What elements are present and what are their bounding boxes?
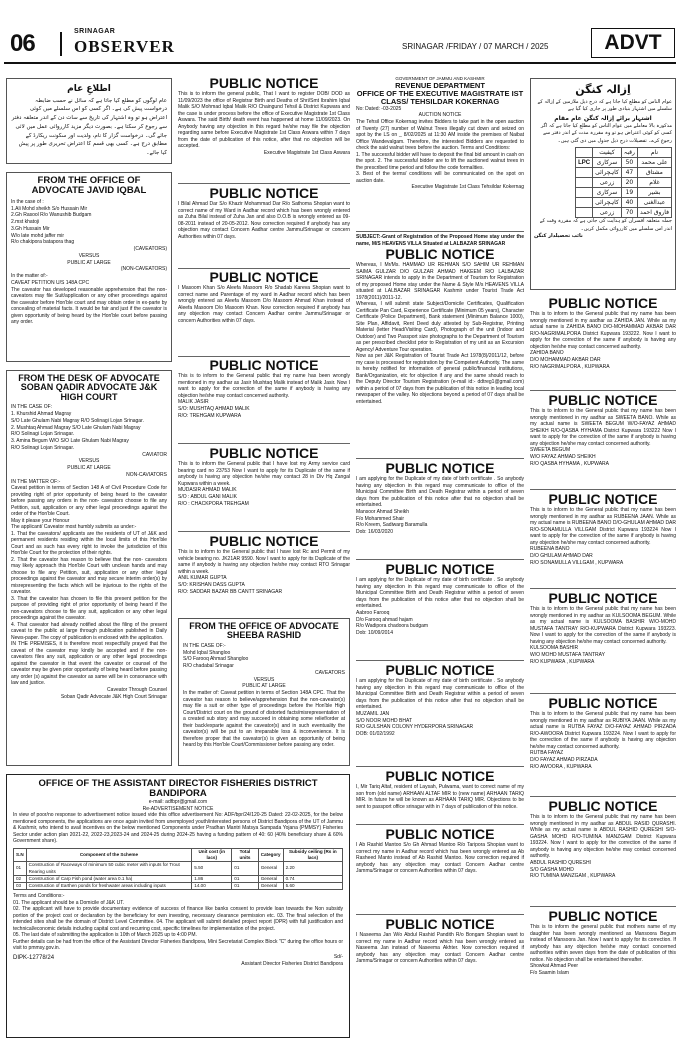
table-row: [576, 208, 672, 218]
signature: KULSOOMA BASHIR: [530, 645, 579, 652]
fisheries-signature: Assistant Director Fisheries District Bandipora: [241, 960, 343, 967]
urdu-body: مذکورہ بالا معاملے میں عوام الناس کو مطلع کیا جاتا ہے کہ اگر کسی کو کوئی اعتراض ہو تو وہ مقررہ مدت کے اندر دفتر سے رجوع کرے۔ تفصیلات درج ذیل جدول میں دی گئی ہیں۔: [540, 122, 672, 144]
signature: Executive Magistrate 1st Class Aswara: [263, 149, 350, 156]
brand-logo: OBSERVER: [74, 37, 175, 56]
signature: Executive Magistrate 1st Class Tehsildar Kokernag: [411, 184, 524, 191]
table-header: S.N: [14, 848, 27, 861]
divider: [530, 693, 676, 694]
urdu-notice-body: عام لوگوں کو مطلع کیا جاتا ہے کہ سائل نے حسب ضابطہ درخواست پیش کی ہے۔ اگر کسی کو اس سلسلے میں کوئی اعتراض ہو تو وہ اشتہار کی تاریخ سے سات دن کے اندر متعلقہ دفتر سے رجوع کر سکتا ہے۔ بصورت دیگر مزید کارروائی عمل میں لائی جائے گی۔ درخواست گزار کا نام، ولدیت اور سکونت ریکارڈ کے مطابق درج ہے۔ کسی بھی قسم کا اعتراض تحریری طور پر پیش کیا جائے۔: [11, 97, 167, 157]
matter-label: IN THE MATTER OF:-: [11, 478, 61, 485]
party-line: 1.Ali Mohd sheikh S/o Hussain Mir: [11, 205, 88, 212]
signature: MUZAMIL JAN: [356, 710, 390, 717]
signature: R/O KUPWARA , KUPWARA: [530, 658, 595, 665]
advocate-sheeba-body: In the matter of: Caveat petition in terms of Section 148A CPC. That the caveator has reason to believe/apprehension that the non-caveator(s) may file a suit or other type of proceedings before the Hon'ble High Court/District court on the ground of distorted facts/misrepresentation of a created sub story and may succeed in obtaining some relief/order at their back/exparte against the caveator(s) and in such eventuality the caveator(s) will be put to an irreparable loss & inconvenience. It is therefore proper that the caveator(s) is given an opportunity of being heard by this Hon'ble Court/Commissioner before passing any order.: [183, 690, 345, 749]
signature: S/O : ABDUL GANI MALIK: [178, 494, 237, 501]
public-notice-title: PUBLIC NOTICE: [385, 246, 495, 262]
table-header: کیفیت: [593, 148, 622, 158]
table-cell: General: [258, 882, 283, 889]
public-notice: [530, 696, 676, 794]
office-label: OFFICE OF THE EXECUTIVE MAGISTRATE IST CLASS/ TEHSILDAR KOKERNAG: [356, 88, 524, 106]
public-notice: [356, 663, 524, 763]
divider: [356, 231, 524, 232]
auction-term: 3. Best of the terms/ conditions will be communicated on the spot on auction date.: [356, 171, 524, 184]
signature: ANIL KUMAR GUPTA: [178, 575, 227, 582]
table-row: [576, 198, 672, 208]
table-row: [576, 178, 672, 188]
versus-label: VERSUS: [78, 252, 100, 259]
table-row: [576, 158, 672, 168]
advocate-soban-para: 2. That the caveator has reason to believe that the non- caveators may likely approach this Hon'ble Court with unclean hands and may choose to file any Petition, suit, application or any other legal proceedings against the caveator and may secure interim order(s) by misrepresenting the facts which will be injurious to the rights of the caveator.: [11, 556, 167, 596]
table-cell: سرکاری: [593, 158, 622, 168]
signature: R/O : CHACKPORA TREHGAM: [178, 500, 249, 507]
advocate-soban-para: Caveat petition in terms of Section 148 A of Civil Procedure Code for providing right of prior opportunity of being heard to the caveator before passing any orders in the non- caveators choose to file any Petition, suit, application or any other legal proceedings against the order of the Hon'ble Court.: [11, 485, 167, 518]
table-cell: 02: [14, 875, 27, 882]
public-notice-title: PUBLIC NOTICE: [548, 696, 658, 711]
divider: [530, 906, 676, 907]
public-notice: [530, 492, 676, 586]
table-cell: زرعی: [593, 178, 622, 188]
divider: [356, 766, 524, 767]
signature: S/O GASHA MOHD: [530, 866, 574, 873]
auction-label: AUCTION NOTICE: [418, 112, 462, 119]
table-cell: 03: [14, 882, 27, 889]
fisheries-title: OFFICE OF THE ASSISTANT DIRECTOR FISHERIES DISTRICT BANDIPORA: [38, 778, 318, 799]
public-label: PUBLIC AT LARGE: [67, 465, 111, 472]
advocate-javid-title: FROM THE OFFICE OF ADVOCATE JAVID IQBAL: [31, 175, 147, 196]
section-label: ADVT: [591, 28, 675, 58]
table-header: Total units: [232, 848, 258, 861]
caveator-label: CAVIATOR: [142, 451, 167, 458]
party-line: 2.Gh Rasool R/o Wanushib Budgam: [11, 212, 92, 219]
table-cell: 5.60: [283, 882, 342, 889]
table-cell: 50: [621, 158, 637, 168]
signature: F/o Mohammed Shair: [356, 515, 405, 522]
table-cell: General: [258, 875, 283, 882]
public-notice: [178, 76, 350, 182]
party-line: W/o late mohd jaffer mir: [11, 232, 64, 239]
public-notice-body: I am applying for the Duplicate of my date of birth certificate . So anybody having any objection in this regard may communicate to office of the Municipal Committee Birth and Death Registrar within a period of seven days from the publication of this notice after that no objection shall be entertained.: [356, 577, 524, 610]
advocate-soban-para: 1. That the caveators/ applicants are the residents of UT of J&K and permanent residents residing within the local limits of this Hon'ble Court and as such has every right to invoke the jurisdiction of this Hon'ble Court for the protection of their rights.: [11, 530, 167, 557]
advocate-soban-notice: [6, 370, 172, 766]
advocate-javid-notice: [6, 172, 172, 362]
terms-heading: Terms and Conditions:-: [13, 893, 65, 900]
signature: R/O AWOORA , KUPWARA: [530, 763, 592, 770]
public-notice: [356, 562, 524, 658]
table-cell: 40: [621, 198, 637, 208]
fisheries-table: [13, 848, 343, 890]
public-notice-body: This is to inform the General public that I have lost my Army service card bearing card no 23753 Now I want to apply for its Duplicate of the same if anybody is having any objection he/she may contact 28 in Div Hq Zangal Kupwara within a week.: [178, 461, 350, 487]
divider: [530, 796, 676, 797]
party-line: S/O Farooq Ahmad Shangloo: [183, 656, 249, 663]
case-label: IN THE CASE OF:: [11, 404, 53, 411]
advocate-soban-para: 4. That caveator had already notified about the filing of the present caveat to the public at large through publication published in Daily News-paper. The copy of publication is enclosed with the application.: [11, 621, 167, 641]
signature: Dob: 10/09/2014: [356, 630, 393, 637]
public-notice: [178, 358, 350, 442]
urdu-subtitle: اشتہار برائے اِزالہ کنگن عام مقام: [554, 114, 652, 122]
sd-mark: Sd/-: [333, 953, 343, 960]
signature: D/O FAYAZ AHMAD PIRZADA: [530, 757, 598, 764]
urdu-notice: [6, 78, 172, 164]
brand-city: SRINAGAR: [74, 28, 116, 35]
public-notice-body: This is to inform to the General public that my name has been wrongly mentioned in my aadhar as ABDUL RASID QURASHI. While as my actual name is ABDUL RASHID QURESHI S/O-GASHA MOHD R/O-TUMINA MANZGAM District Kupwara 193224. Now I want to apply for the correction of the same if anybody is having any objection he/she may contact concerned authority.: [530, 814, 676, 860]
public-notice-title: PUBLIC NOTICE: [209, 270, 319, 285]
homestay-para: Now as per J&K Registration of Tourist Trade Act 1978(8)/2011/12, before my case is processed for registration by the Competent Authority. The same is hereby notified for information of general public/financial institutions, Bank/Organization, etc for objection if any and the same should reach to the Deputy Director Tourism Registration (e-mail id:- ddtreg1@gmail.com) within a period of 07 days from the publication of this notice in leading local newspaper of the valley. No objections beyond a period of 07 days shall be entertained.: [356, 353, 524, 405]
public-notice: [530, 296, 676, 388]
table-cell: غلام: [637, 178, 671, 188]
table-cell: بشیر: [637, 188, 671, 198]
caveators-label: (CAVEATORS): [133, 246, 167, 253]
public-notice-body: This is to inform to the General public that my name has been wrongly mentioned in my aadhar as KULSOOMA BEGUM. While as my actual name is KULSOOMA BASHIR W/O-MOHD MUSTAFA TANTRAY R/O-KUPWARA District Kupwara 193223. Now I want to apply for the correction of the same if anybody is having any objection he/she may contact concerned authority.: [530, 606, 676, 645]
public-notice-body: This is to inform the general public, That I want to register DOB/ DOD as 11/09/2023 the office of Registrar Birth and Deaths of Shri/Smt Ibrahim Iqbal Malik S/O Mohmad Iqbal Malik R/O Chaingund Tehsil & District Kupwara and the case is under process before the office of Executive Magistrate 1st Class Aswara. The said Birth/ death event has happened at home 11/09/2023. On Anybody having any objection in this regard he/she may file the objection regarding same before Executive Magistrate 1st Class Aswara within 7 days from the date of publication of this notice, after that no objection will be accepted.: [178, 91, 350, 150]
non-caveators-label: (NON-CAVEATORS): [120, 266, 167, 273]
versus-label: VERSUS: [253, 676, 275, 683]
non-caveators-label: NON-CAVIATORS: [126, 471, 167, 478]
table-cell: فاروق احمد: [637, 208, 671, 218]
public-notice: [530, 591, 676, 691]
advocate-sheeba-notice: [178, 618, 350, 766]
table-cell: 20: [621, 178, 637, 188]
petition-label: CAVEAT PETITION U/S 148A CPC: [11, 279, 90, 286]
party-line: R/O chadabal Srinagar: [183, 663, 234, 670]
table-row: [14, 882, 343, 889]
header-rule: [4, 62, 676, 64]
public-notice: [178, 446, 350, 530]
auction-body: The Tehsil Office Kokernag invites Bidders to take part in the open auction of Twenty (27) number of Walnut Trees illegally cut down and seized on spot by the LS on _ 8/02/2025 at 11:30 AM inside the premises of Naibat Office Wandevalgam. Therefore, the interested Bidders are requested to check the said walnut trees before the auction. Terms and Conditions:: [356, 119, 524, 152]
party-line: 2.mst khatoji: [11, 219, 40, 226]
table-cell: Construction of Earthen ponds for freshwater areas including inputs: [26, 882, 192, 889]
divider: [356, 660, 524, 661]
signature: DOB: 01/02/1992: [356, 731, 395, 738]
signoff: Caveator Through Counsel: [107, 686, 167, 693]
public-notice-body: This is to inform to the General public that my name has been wrongly mentioned in my aadhar as Jasir Mushtaq Malik instead of Malik Jasir. Now I want to apply for the correction of the same if anybody is having any objection he/she may contact concerned authority.: [178, 373, 350, 399]
signature: R/o Wadipora chadoora budgam: [356, 623, 429, 630]
public-notice-body: I Bilal Ahmad Dar S/o Khazir Mohammad Dar R/o Sathoma Shopian want to correct name of my Ward in Aadhar record which has been wrongly entered as Zuha Bilal instead of Zuha Jan and also D.O.B is wrongly entered as 09-08-2011 instead of 20-05-2012. Now correction required if anybody has any objection may contact Concern Aadhar centre Jammu/Srinagar or concern Authorities within 07 days.: [178, 201, 350, 240]
public-notice: [356, 769, 524, 821]
table-cell: 14.00: [192, 882, 232, 889]
public-notice: [530, 393, 676, 487]
advocate-soban-title: FROM THE DESK OF ADVOCATE SOBAN QADIR ADVOCATE J&K HIGH COURT: [18, 373, 160, 402]
table-cell: 01: [14, 862, 27, 875]
public-notice-title: PUBLIC NOTICE: [548, 393, 658, 408]
signature: ZAHIDA BANO: [530, 350, 564, 357]
public-notice-body: This is to inform to the General public that my name has been wrongly mentioned in my aadhar as RUBEENA JAAN. While as my actual name is RUBEENA BANO D/O-GHULAM AHMAD DAR R/O-SONAMULLA VILLGAM District Kupwara 193224 Now I want to apply for the correction of the same if anybody is having any objection he/she may contact concerned authority.: [530, 507, 676, 546]
fisheries-body: In view of poor/no response to advertisement notice issued vide this office advertisement No: ADF/bpr/24/120-25 Dated: 22-02-2025, for the below mentioned components, the applications are once again invited from unemployed youth/interested persons of District Bandipora of the UT of Jammu & Kashmir, who intend to avail incentives on the below mentioned Components under Pradhan Mantri Matsya Sampada Yojana (PMMSY) Fisheries Sector under action plan 2021-22, 2022-23,2023-24 and 2024-25 during 2024-25 having a funding pattern of 40: 60 (40% beneficiary share & 60% Government share).: [13, 812, 343, 845]
party-line: R/o chakipora batapora thag: [11, 239, 75, 246]
party-line: 3.Gh Hussain Mir: [11, 225, 50, 232]
table-cell: 47: [621, 168, 637, 178]
dateline: SRINAGAR /FRIDAY / 07 MARCH / 2025: [402, 42, 549, 51]
case-label: IN THE CASE OF:-: [183, 642, 226, 649]
revenue-auction-notice: [356, 76, 524, 228]
public-notice-body: I Masoom Khan S/o Aleefa Masoom R/o Shadab Kareva Shopian want to correct name and Parentage of my ward in Aadhar record which has been wrongly entered as Aleefa Masoom D/o Masoom Ahmad Khan instead of Aleefa Masoom D/o Masoom Khan. Now correction required if anybody has any objection may contact Concern Aadhar centre Jammu/Srinagar or concern Authorities within 07 days.: [178, 285, 350, 324]
table-cell: علی محمد: [637, 158, 671, 168]
public-notice-title: PUBLIC NOTICE: [548, 296, 658, 311]
signature: S/O NOOR MOHD BHAT: [356, 717, 413, 724]
public-notice-title: PUBLIC NOTICE: [209, 76, 319, 91]
signature: SWEETA BEGUM: [530, 447, 571, 454]
table-cell: 70: [621, 208, 637, 218]
urdu-intro: عوام الناس کو مطلع کیا جاتا ہے کہ درج ذیل ملازمین کے اِزالہ کے سلسلے میں اشتہار بنیادی طور پر جاری کیا گیا ہے: [537, 98, 672, 112]
signature: R/O SONAMULLA VILLGAM , KUPWARA: [530, 559, 624, 566]
public-notice-body: I am applying for the Duplicate of my date of birth certificate . So anybody having any objection in this regard may communicate to office of the Municipal Committee Birth and Death Registrar within a period of seven days from the publication of this notice after that no objection shall be entertained.: [356, 476, 524, 509]
advocate-sheeba-title: FROM THE OFFICE OF ADVOCATE SHEEBA RASHID: [189, 621, 339, 641]
table-cell: Construction of Raceways of minimum 50 cubic meter with inputs for Trout Rearing units: [26, 862, 192, 875]
dipk-reference: DIPK-12778/24: [13, 954, 55, 961]
urdu-footer: جملہ متعلقہ افسران کو ہدایت کی جاتی ہے کہ مقررہ وقت کے اندر اس سلسلے میں کارروائی مکمل کریں۔: [539, 218, 672, 232]
terms-item: 02. The applicant will have to provide documentary evidence of success of finance like banks consent to provide loan towards the Non subsidy portion of the project cost or declaration by the beneficiary for own investing, necessary clearance permission etc. 03. The final selection of the intended sites shall be the domain of District Level Committee. 04. The applicant will submit detailed project report (DPR) with full justification and technical/economic details including capital cost and recurring cost, specific timelines for implementation of the project.: [13, 906, 343, 932]
public-notice-title: PUBLIC NOTICE: [385, 461, 495, 476]
terms-item: 05. The last date of submitting the application is 10th of March 2025 up to 4:00 PM.: [13, 932, 197, 939]
advocate-soban-para: The applicant/ Caveator most humbly submits as under:-: [11, 524, 137, 531]
table-row: [14, 875, 343, 882]
table-header: Category: [258, 848, 283, 861]
signature: R/O GULSHAN COLONY HYDERPORA SRINAGAR: [356, 724, 474, 731]
table-header: نام: [637, 148, 671, 158]
case-label: In the case of :: [11, 198, 44, 205]
signature: D/O MOHAMMAD AKBAR DAR: [530, 357, 601, 364]
signature: F/o Saamin Islam: [530, 970, 569, 977]
public-notice-body: I Ab Rashid Mantoo S/o Gh Ahmad Mantoo R/o Taripora Shopian want to correct my name in Aadhar record which has been wrongly entered as Ab Rasheed Manto instead of Ab Rashid Mantoo. Now correction required if anybody has any objection may contact Concern Aadhar centre Jammu/Srinagar or concern Authorities within 07 days.: [356, 842, 524, 875]
signature: MUDASIR AHMAD MALIK: [178, 487, 237, 494]
divider: [356, 914, 524, 915]
signature: R/O: TREHGAM KUPWARA: [178, 412, 242, 419]
party-line: 3. Amina Begum W/O S/O Late Ghulam Nabi Magray: [11, 438, 129, 445]
public-notice-title: PUBLIC NOTICE: [209, 186, 319, 201]
divider: [530, 489, 676, 490]
divider: [178, 356, 350, 357]
signature: MALIK JASIR: [178, 399, 209, 406]
advocate-soban-para: 3. That the caveator has chosen to file this present petition for the purpose of providing right of prior opportunity of being heard if the non-caveators choose to file any suit, application or any other legal proceedings against the caveator.: [11, 595, 167, 622]
table-cell: 5.50: [192, 862, 232, 875]
public-notice: [356, 827, 524, 913]
table-cell: General: [258, 862, 283, 875]
lpc-label: LPC: [576, 158, 593, 168]
table-cell: Construction of Carp Fish pond (water area 0.1 ha): [26, 875, 192, 882]
table-cell: 0.74: [283, 875, 342, 882]
public-notice-body: This is to inform to the General public that my name has been wrongly mentioned in my aadhar as ZAHIDA JAN. While as my actual name is ZAHIDA BANO D/O-MOHAMMAD AKBAR DAR R/O-NAGRIMALPORA District Kupwara 193222. Now I want to apply for the correction of the same if anybody is having any objection he/she may contact concerned authority.: [530, 311, 676, 350]
public-notice-body: This is to inform the general public that mothers name of my daughter has been wrongly mentioned as Mansoora Begum instead of Mansoora Jan. Now I want to apply for its correction. If anybody has any objection he/she may contact concerned authorities within seven days from the date of publication of this notice. No objection shall be entertained thereafter.: [530, 924, 676, 963]
public-notice: [178, 186, 350, 266]
versus-label: VERSUS: [78, 458, 100, 465]
public-notice-title: PUBLIC NOTICE: [385, 562, 495, 577]
party-line: 2. Mushtaq Ahmad Magray S/O Late Ghulam Nabi Magray: [11, 424, 141, 431]
fisheries-email: e-mail: adfbpr@gmail.com: [148, 798, 208, 805]
signature: RUBEENA BANO: [530, 546, 570, 553]
public-notice-body: I, Mir Tariq Altaf, resident of Laysah, Pulwama, want to correct name of my son from (old name) ARHAAN ALTAF MIR to (new name) ARHAAN TARIQ MIR. In future he will be known as ARHAAN TARIQ MIR. Objections to be sent to passport office srinagar with in 7 days of publication of this notice.: [356, 784, 524, 810]
party-line: R/O Solinagi Lojan Srinagar.: [11, 444, 75, 451]
public-notice: [530, 909, 676, 1037]
table-header: Component of the Scheme: [26, 848, 192, 861]
urdu-izala-notice: [530, 78, 676, 290]
table-cell: زرعی: [593, 208, 622, 218]
signature: R/O NAGRIMALPORA , KUPWARA: [530, 363, 610, 370]
signature: W/O FAYAZ AHMAD SHEIKH: [530, 454, 596, 461]
signature: Dob: 16/03/2020: [356, 529, 393, 536]
public-label: PUBLIC AT LARGE: [242, 683, 286, 690]
dept-label: REVENUE DEPARTMENT: [395, 81, 485, 91]
public-notice-title: PUBLIC NOTICE: [209, 534, 319, 549]
public-notice-title: PUBLIC NOTICE: [385, 917, 495, 932]
homestay-para: Whereas, I Mr/Ms. HAMMAD UR REHMAN S/O SAHIM UR REHMAN SAIMA GULZAR D/O GULZAR AHMAD HAKEEM R/O LALBAZAR SRINAGAR intends to apply in the Department of Tourism for Registration of my proposed Home stay under the Name & Style M/s HEAVENS VILLA situated at LALBAZAR SRINAGAR Kashmir under Tourist Trade Act 1978(2011)/2011-12.: [356, 262, 524, 301]
public-notice-title: PUBLIC NOTICE: [209, 446, 319, 461]
divider: [178, 443, 350, 444]
public-notice-body: I Naseema Jan W/o Abdul Rashid Pandith R/o Bongam Shopian want to correct my name in Aadhar record which has been wrongly entered as Naseema Jan instead of Naseema Akhter. Now correction required if anybody has any objection may contact Concern Aadhar centre Jammu/Srinagar or concern Authorities within 07 days.: [356, 932, 524, 965]
public-notice-body: This is to inform to the General public that I have lost Rc and Permit of my vehicle bearing no. JK21AR 9590. Now I want to apply for its Duplicate of the same if anybody is having any objection he/she may contact RTO Srinagar within a week.: [178, 549, 350, 575]
table-cell: 2.20: [283, 862, 342, 875]
divider: [356, 458, 524, 459]
party-line: Mohd Iqbal Shangloo: [183, 649, 231, 656]
table-row: [576, 168, 672, 178]
public-notice-body: This is to inform to the General public that my name has been wrongly mentioned in my aadhar as SWEETA BANO. While as my actual name is SWEETA BEGUM W/O-FAYAZ AHMAD SHEIKH R/O-QASBA HYHAMA District Kupwara 193222 Now I want to apply for the correction of the same if anybody is having any objection he/she may contact concerned authority.: [530, 408, 676, 447]
table-cell: سرکاری: [593, 188, 622, 198]
urdu-signature: نائب تحصیلدار کنگن: [534, 233, 583, 239]
public-notice-title: PUBLIC NOTICE: [385, 769, 495, 784]
auction-term: 1. The successful bidder will have to deposit the final bid amount in cash on the spot. 2. The successful bidder are to lift the auctioned walnut trees in the prescribed time period and follow the code formalities.: [356, 151, 524, 171]
signature: Aabroo Farooq: [356, 609, 390, 616]
ref-line: No: Dated: -03-2025: [356, 105, 402, 112]
signature: ABDUL RASHID QURESHI: [530, 859, 591, 866]
homestay-notice: [356, 234, 524, 454]
table-cell: کاہچرائی: [593, 168, 622, 178]
divider: [530, 588, 676, 589]
divider: [178, 531, 350, 532]
divider: [356, 559, 524, 560]
public-notice: [178, 270, 350, 354]
table-cell: 1.86: [192, 875, 232, 882]
advocate-soban-para: IN THE PREMISES, it is therefore most respectfully prayed that the caveat of the caveator may kindly be accepted and if the non-caveators files any suit, application or any other legal proceedings against the caveator in that event the caveator or counsel of the caveator may be given prior opportunity of being heard before passing any order (s) against the caveator as same will be in consonance with law and justice.: [11, 641, 167, 687]
divider: [530, 390, 676, 391]
urdu-notice-title: اطلاعِ عام: [67, 84, 111, 94]
masthead: [0, 0, 680, 62]
matter-label: In the matter of:-: [11, 273, 48, 280]
signature: R/O TUMINA MANZGAM , KUPWARA: [530, 873, 616, 880]
terms-item: Further details can be had from the office of the Assistant Director Fisheries Bandipora, Mini Secretariat Complex Block "C" during the office hours or visit to pmmsy.gov.in.: [13, 938, 343, 952]
table-cell: مشتاق: [637, 168, 671, 178]
table-header: Unit cost (in lacs): [192, 848, 232, 861]
divider: [356, 824, 524, 825]
table-row: [14, 862, 343, 875]
public-notice-title: PUBLIC NOTICE: [548, 909, 658, 924]
caveators-label: CAVEATORS: [314, 669, 345, 676]
public-notice-title: PUBLIC NOTICE: [548, 492, 658, 507]
govt-label: GOVERNMENT OF JAMMU AND KASHMIR: [395, 76, 485, 81]
table-cell: 01: [232, 875, 258, 882]
urdu-title: اِزالہ کنگن: [575, 83, 631, 96]
public-notice: [530, 799, 676, 903]
public-notice-title: PUBLIC NOTICE: [548, 591, 658, 606]
table-cell: 19: [621, 188, 637, 198]
public-notice: [356, 461, 524, 557]
divider: [178, 183, 350, 184]
signoff: Soban Qadir Advocate J&K High Court Srinagar: [60, 693, 167, 700]
signature: Showkat Ahmad Peer: [530, 963, 579, 970]
signature: R/O: SADDAR BAZAR BB CANTT SRINAGAR: [178, 588, 283, 595]
terms-item: 01. The applicant should be a Domicile of J&K UT.: [13, 899, 125, 906]
advocate-javid-body: The caveator has developed reasonable apprehension that the non-caveators may file Suit/application or any other proceedings against the caveator before Hon'ble court and may obtain order in ex-parte by concealing of material facts. It would be fair and just if the caveator is given opportunity of being heard by the Hon'ble court before passing any order.: [11, 286, 167, 326]
table-header: رقبہ: [621, 148, 637, 158]
signature: Mansoor Ahmad Sheikh: [356, 508, 410, 515]
table-header: Subsidy ceiling (Rs in lacs): [283, 848, 342, 861]
masthead-divider: [60, 32, 62, 56]
table-cell: 01: [232, 862, 258, 875]
table-row: [576, 188, 672, 198]
urdu-table: [575, 147, 672, 218]
party-line: 1. Khurshid Ahmad Magray: [11, 411, 72, 418]
divider: [178, 268, 350, 269]
table-cell: 01: [232, 882, 258, 889]
public-label: PUBLIC AT LARGE: [67, 259, 111, 266]
table-cell: کاہچرائی: [593, 198, 622, 208]
page-number: 06: [10, 30, 35, 57]
signature: R/o Kreem, Sadiwarg Baramulla: [356, 522, 428, 529]
public-notice-title: PUBLIC NOTICE: [209, 358, 319, 373]
advocate-soban-para: May it please your Honour: [11, 517, 70, 524]
signature: S/O: KRISHAN DASS GUPTA: [178, 582, 245, 589]
public-notice-title: PUBLIC NOTICE: [385, 663, 495, 678]
table-cell: عبدالغنی: [637, 198, 671, 208]
public-notice: [178, 534, 350, 614]
signature: RUTBA FAYAZ: [530, 750, 564, 757]
public-notice-body: This is to inform to the General public that my name has been wrongly mentioned in my aadhar as RUBIYA JAAN. While as my actual name is RUTBA FAYAZ D/O-FAYAZ AHMAD PIRZADA R/O-AWOORA District Kupwara 193224. Now I want to apply for the correction of the same if anybody is having any objection he/she may contact concerned authority.: [530, 711, 676, 750]
public-notice-title: PUBLIC NOTICE: [385, 827, 495, 842]
signature: D/o Farooq ahmad hajam: [356, 616, 413, 623]
fisheries-notice: [6, 774, 350, 1038]
public-notice-title: PUBLIC NOTICE: [548, 799, 658, 814]
subject-line: SUBJECT:-Grant of Registration of the Proposed Home stay under the name, M/S HEAVENS VILLA Situated at LALBAZAR SRINAGAR: [356, 234, 524, 247]
homestay-para: Whereas, I will submit state Subject/Domicile Certificates, Qualification Certificate Pan Card, Experience Certificate (Minimum 05 years), Character Certificate (Police Department), Bank statement (Minimum Balance 1000), Site Plan, Affidavit, Rent Deed duly attested by Sub-Registrar, Printing Material (letter Head/Visiting Card), Photograph of the unit (Indoor and Outdoor) and Two Passport size photographs to the Department of Tourism as per prescribed checklist prior to Registration of my unit as an Excursion Agency/ Adventure Tour operation.: [356, 301, 524, 353]
signature: W/O MOHD MUSTAFA TANTRAY: [530, 652, 605, 659]
signature: S/O: MUSHTAQ AHMAD MALIK: [178, 406, 250, 413]
signature: D/O GHULAM AHMAD DAR: [530, 553, 593, 560]
party-line: S/O Late Ghulam Nabi Magray R/O Solinagi Lojan Srinagar.: [11, 417, 144, 424]
public-notice-body: I am applying for the Duplicate of my date of birth certificate . So anybody having any objection in this regard may communicate to office of the Municipal Committee Birth and Death Registrar within a period of seven days from the publication of this notice after that no objection shall be entertained.: [356, 678, 524, 711]
signature: R/O QASBA HYHAMA , KUPWARA: [530, 460, 609, 467]
public-notice: [356, 917, 524, 1037]
readvertisement-label: Re-ADVERTISEMENT NOTICE: [142, 805, 214, 812]
party-line: R/O Solinagi Lojan Srinagar.: [11, 431, 75, 438]
